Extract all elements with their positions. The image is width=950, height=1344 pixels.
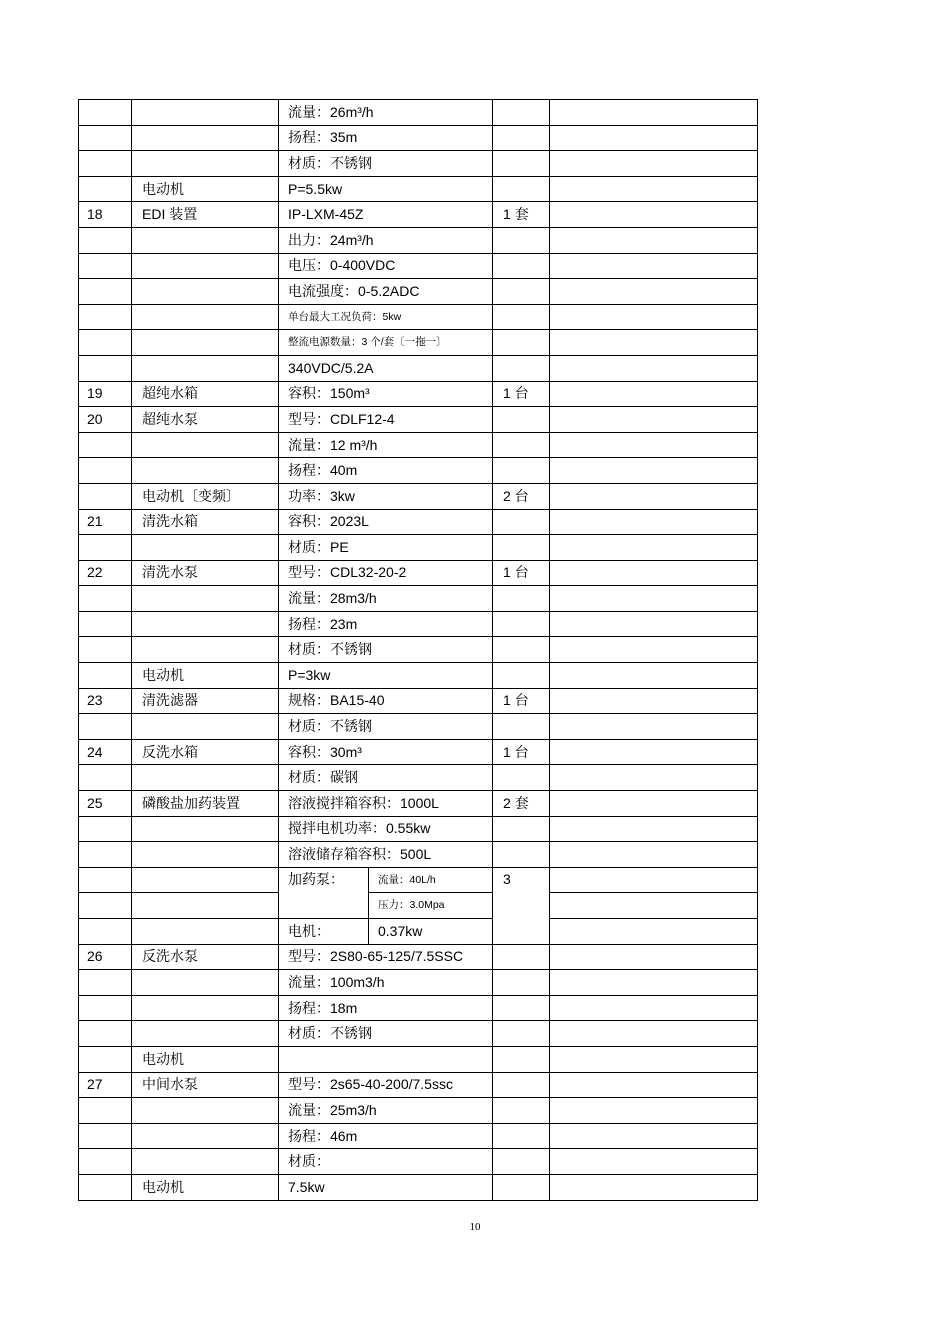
cell-remark xyxy=(550,483,758,509)
cell-remark xyxy=(550,586,758,612)
cell-spec: 电压：0-400VDC xyxy=(279,253,493,279)
cell-qty xyxy=(493,125,550,151)
cell-spec: 整流电源数量：3 个/套〔一拖一〕 xyxy=(279,330,493,356)
cell-remark xyxy=(550,893,758,919)
cell-spec: 流量：26m³/h xyxy=(279,100,493,126)
cell-name: 电动机 xyxy=(132,1174,279,1200)
cell-name: 电动机 xyxy=(132,663,279,689)
cell-remark xyxy=(550,125,758,151)
cell-remark xyxy=(550,560,758,586)
table-body-lower xyxy=(79,944,758,1200)
cell-name: 电动机 xyxy=(132,1046,279,1072)
cell-no xyxy=(79,304,132,330)
cell-remark xyxy=(550,330,758,356)
cell-no: 26 xyxy=(79,944,132,970)
cell-name xyxy=(132,304,279,330)
cell-remark xyxy=(550,637,758,663)
cell-no xyxy=(79,816,132,842)
cell-no xyxy=(79,125,132,151)
cell-name xyxy=(132,1021,279,1047)
table-row xyxy=(79,688,758,714)
cell-name: 超纯水箱 xyxy=(132,381,279,407)
dosing-pump-pressure: 压力：3.0Mpa xyxy=(369,893,493,919)
cell-spec: IP-LXM-45Z xyxy=(279,202,493,228)
table-row xyxy=(79,560,758,586)
cell-qty xyxy=(493,458,550,484)
table-row xyxy=(79,739,758,765)
cell-name xyxy=(132,227,279,253)
cell-spec: 单台最大工况负荷：5kw xyxy=(279,304,493,330)
cell-no: 20 xyxy=(79,407,132,433)
cell-name xyxy=(132,1098,279,1124)
cell-qty xyxy=(493,279,550,305)
cell-qty: 2 套 xyxy=(493,791,550,817)
cell-remark xyxy=(550,381,758,407)
cell-name xyxy=(132,611,279,637)
table-row xyxy=(79,330,758,356)
table-row xyxy=(79,1123,758,1149)
cell-no: 18 xyxy=(79,202,132,228)
cell-spec: 扬程：40m xyxy=(279,458,493,484)
table-row xyxy=(79,995,758,1021)
cell-remark xyxy=(550,458,758,484)
cell-name: 清洗滤器 xyxy=(132,688,279,714)
cell-spec: 材质：不锈钢 xyxy=(279,637,493,663)
cell-qty xyxy=(493,330,550,356)
cell-remark xyxy=(550,304,758,330)
cell-remark xyxy=(550,279,758,305)
cell-remark xyxy=(550,1072,758,1098)
cell-remark xyxy=(550,1123,758,1149)
cell-name xyxy=(132,714,279,740)
cell-remark xyxy=(550,867,758,893)
cell-name xyxy=(132,1149,279,1175)
cell-remark xyxy=(550,151,758,177)
cell-name xyxy=(132,970,279,996)
cell-qty xyxy=(493,176,550,202)
cell-qty xyxy=(493,663,550,689)
cell-no xyxy=(79,100,132,126)
cell-remark xyxy=(550,970,758,996)
dosing-pump-qty: 3 xyxy=(493,867,550,944)
cell-name: 电动机〔变频〕 xyxy=(132,483,279,509)
cell-no xyxy=(79,970,132,996)
cell-remark xyxy=(550,1174,758,1200)
cell-remark xyxy=(550,253,758,279)
cell-no: 24 xyxy=(79,739,132,765)
cell-qty: 2 台 xyxy=(493,483,550,509)
cell-qty xyxy=(493,151,550,177)
cell-spec: P=5.5kw xyxy=(279,176,493,202)
cell-spec: 流量：100m3/h xyxy=(279,970,493,996)
cell-remark xyxy=(550,1021,758,1047)
cell-spec: 扬程：46m xyxy=(279,1123,493,1149)
cell-no: 19 xyxy=(79,381,132,407)
table-row xyxy=(79,535,758,561)
cell-name xyxy=(132,151,279,177)
cell-no xyxy=(79,535,132,561)
table-row xyxy=(79,791,758,817)
cell-spec: 材质：不锈钢 xyxy=(279,714,493,740)
table-row xyxy=(79,1174,758,1200)
table-row xyxy=(79,1149,758,1175)
cell-no xyxy=(79,1046,132,1072)
cell-remark xyxy=(550,995,758,1021)
cell-name: 磷酸盐加药装置 xyxy=(132,791,279,817)
cell-spec: 流量：28m3/h xyxy=(279,586,493,612)
cell-name xyxy=(132,637,279,663)
cell-qty xyxy=(493,1046,550,1072)
cell-name xyxy=(132,330,279,356)
cell-spec: 材质： xyxy=(279,1149,493,1175)
cell-name xyxy=(132,432,279,458)
cell-remark xyxy=(550,688,758,714)
cell-remark xyxy=(550,739,758,765)
cell-qty: 1 台 xyxy=(493,560,550,586)
cell-spec: 流量：25m3/h xyxy=(279,1098,493,1124)
dosing-pump-motor-value: 0.37kw xyxy=(369,919,493,945)
cell-spec: 型号：CDLF12-4 xyxy=(279,407,493,433)
cell-no xyxy=(79,253,132,279)
cell-no xyxy=(79,1098,132,1124)
page-number: 10 xyxy=(469,1221,481,1233)
cell-qty xyxy=(493,355,550,381)
cell-no xyxy=(79,1149,132,1175)
cell-qty xyxy=(493,944,550,970)
table-row xyxy=(79,970,758,996)
table-row xyxy=(79,432,758,458)
table-row xyxy=(79,611,758,637)
cell-no xyxy=(79,458,132,484)
cell-spec: 材质：不锈钢 xyxy=(279,1021,493,1047)
cell-qty xyxy=(493,432,550,458)
cell-name xyxy=(132,355,279,381)
cell-name xyxy=(132,458,279,484)
cell-qty xyxy=(493,1123,550,1149)
cell-spec: 出力：24m³/h xyxy=(279,227,493,253)
table-row xyxy=(79,279,758,305)
table-row xyxy=(79,663,758,689)
cell-spec: 型号：2s65-40-200/7.5ssc xyxy=(279,1072,493,1098)
cell-no: 27 xyxy=(79,1072,132,1098)
cell-spec: 规格：BA15-40 xyxy=(279,688,493,714)
cell-spec: 材质：不锈钢 xyxy=(279,151,493,177)
cell-no: 22 xyxy=(79,560,132,586)
table-row xyxy=(79,304,758,330)
table-row xyxy=(79,1098,758,1124)
cell-remark xyxy=(550,611,758,637)
cell-remark xyxy=(550,509,758,535)
dosing-pump-group xyxy=(79,867,758,944)
cell-no xyxy=(79,483,132,509)
table-body-upper xyxy=(79,100,758,868)
cell-qty xyxy=(493,970,550,996)
cell-qty: 1 台 xyxy=(493,381,550,407)
cell-no xyxy=(79,227,132,253)
cell-name: 反洗水泵 xyxy=(132,944,279,970)
cell-remark xyxy=(550,100,758,126)
table-row xyxy=(79,483,758,509)
cell-spec: 容积：150m³ xyxy=(279,381,493,407)
cell-no xyxy=(79,842,132,868)
cell-name xyxy=(132,100,279,126)
cell-no: 25 xyxy=(79,791,132,817)
cell-qty xyxy=(493,611,550,637)
cell-no xyxy=(79,867,132,893)
cell-spec: 型号：CDL32-20-2 xyxy=(279,560,493,586)
cell-spec: 容积：2023L xyxy=(279,509,493,535)
cell-qty xyxy=(493,586,550,612)
cell-qty: 1 台 xyxy=(493,739,550,765)
table-row xyxy=(79,458,758,484)
cell-spec: 材质：碳钢 xyxy=(279,765,493,791)
table-row xyxy=(79,355,758,381)
table-row xyxy=(79,1072,758,1098)
cell-name xyxy=(132,816,279,842)
table-row xyxy=(79,842,758,868)
cell-remark xyxy=(550,944,758,970)
table-row xyxy=(79,586,758,612)
cell-qty xyxy=(493,509,550,535)
cell-qty xyxy=(493,816,550,842)
cell-no xyxy=(79,586,132,612)
cell-spec: 7.5kw xyxy=(279,1174,493,1200)
cell-qty xyxy=(493,637,550,663)
equipment-spec-table xyxy=(78,99,758,1201)
cell-qty xyxy=(493,842,550,868)
cell-remark xyxy=(550,714,758,740)
table-row xyxy=(79,893,758,919)
cell-spec: 容积：30m³ xyxy=(279,739,493,765)
cell-qty xyxy=(493,1072,550,1098)
cell-remark xyxy=(550,919,758,945)
cell-no xyxy=(79,176,132,202)
cell-no xyxy=(79,330,132,356)
cell-qty xyxy=(493,535,550,561)
cell-name xyxy=(132,893,279,919)
cell-remark xyxy=(550,1046,758,1072)
cell-name: 电动机 xyxy=(132,176,279,202)
table-row xyxy=(79,919,758,945)
dosing-pump-label: 加药泵： xyxy=(279,867,369,918)
cell-spec: 溶液搅拌箱容积：1000L xyxy=(279,791,493,817)
cell-remark xyxy=(550,1149,758,1175)
cell-remark xyxy=(550,407,758,433)
cell-qty xyxy=(493,765,550,791)
cell-spec: 搅拌电机功率：0.55kw xyxy=(279,816,493,842)
table-row xyxy=(79,816,758,842)
cell-remark xyxy=(550,842,758,868)
cell-name: 清洗水箱 xyxy=(132,509,279,535)
table-row xyxy=(79,151,758,177)
cell-qty xyxy=(493,1174,550,1200)
cell-name: 反洗水箱 xyxy=(132,739,279,765)
cell-qty xyxy=(493,995,550,1021)
cell-no xyxy=(79,919,132,945)
cell-qty xyxy=(493,1098,550,1124)
cell-remark xyxy=(550,765,758,791)
table-row xyxy=(79,714,758,740)
cell-remark xyxy=(550,535,758,561)
cell-name xyxy=(132,279,279,305)
table-row xyxy=(79,407,758,433)
cell-no xyxy=(79,1174,132,1200)
table-row xyxy=(79,637,758,663)
cell-spec: 溶液储存箱容积：500L xyxy=(279,842,493,868)
cell-name xyxy=(132,1123,279,1149)
cell-remark xyxy=(550,355,758,381)
cell-name xyxy=(132,919,279,945)
cell-spec: 流量：12 m³/h xyxy=(279,432,493,458)
cell-remark xyxy=(550,791,758,817)
cell-name xyxy=(132,253,279,279)
cell-qty: 1 台 xyxy=(493,688,550,714)
cell-name xyxy=(132,765,279,791)
dosing-pump-motor-label: 电机： xyxy=(279,919,369,945)
cell-qty xyxy=(493,1021,550,1047)
cell-remark xyxy=(550,1098,758,1124)
cell-spec: 扬程：18m xyxy=(279,995,493,1021)
cell-spec: 材质：PE xyxy=(279,535,493,561)
cell-no xyxy=(79,637,132,663)
cell-no xyxy=(79,893,132,919)
cell-name xyxy=(132,842,279,868)
cell-name xyxy=(132,535,279,561)
cell-spec: P=3kw xyxy=(279,663,493,689)
cell-no xyxy=(79,151,132,177)
cell-remark xyxy=(550,202,758,228)
cell-no xyxy=(79,663,132,689)
table-row xyxy=(79,381,758,407)
cell-remark xyxy=(550,816,758,842)
cell-name: EDI 装置 xyxy=(132,202,279,228)
cell-spec: 电流强度：0-5.2ADC xyxy=(279,279,493,305)
dosing-pump-flow: 流量：40L/h xyxy=(369,867,493,893)
cell-spec: 型号：2S80-65-125/7.5SSC xyxy=(279,944,493,970)
cell-no xyxy=(79,1021,132,1047)
table-row xyxy=(79,1021,758,1047)
table-row xyxy=(79,100,758,126)
cell-qty: 1 套 xyxy=(493,202,550,228)
cell-qty xyxy=(493,227,550,253)
table-row xyxy=(79,509,758,535)
cell-no: 21 xyxy=(79,509,132,535)
cell-no xyxy=(79,1123,132,1149)
cell-qty xyxy=(493,407,550,433)
cell-spec: 340VDC/5.2A xyxy=(279,355,493,381)
cell-no: 23 xyxy=(79,688,132,714)
table-row xyxy=(79,176,758,202)
cell-remark xyxy=(550,176,758,202)
cell-name: 超纯水泵 xyxy=(132,407,279,433)
table-row xyxy=(79,253,758,279)
cell-name: 清洗水泵 xyxy=(132,560,279,586)
cell-name xyxy=(132,995,279,1021)
table-row xyxy=(79,202,758,228)
cell-no xyxy=(79,279,132,305)
cell-remark xyxy=(550,227,758,253)
cell-spec: 扬程：35m xyxy=(279,125,493,151)
cell-qty xyxy=(493,253,550,279)
cell-qty xyxy=(493,1149,550,1175)
cell-qty xyxy=(493,100,550,126)
cell-no xyxy=(79,355,132,381)
table-row xyxy=(79,125,758,151)
table-row xyxy=(79,1046,758,1072)
cell-name xyxy=(132,586,279,612)
cell-remark xyxy=(550,432,758,458)
cell-name xyxy=(132,867,279,893)
cell-spec: 扬程：23m xyxy=(279,611,493,637)
cell-qty xyxy=(493,714,550,740)
cell-remark xyxy=(550,663,758,689)
cell-no xyxy=(79,765,132,791)
cell-no xyxy=(79,432,132,458)
cell-spec: 功率：3kw xyxy=(279,483,493,509)
cell-no xyxy=(79,995,132,1021)
table-row xyxy=(79,227,758,253)
table-row xyxy=(79,944,758,970)
cell-spec xyxy=(279,1046,493,1072)
table-row xyxy=(79,765,758,791)
cell-name: 中间水泵 xyxy=(132,1072,279,1098)
cell-no xyxy=(79,611,132,637)
cell-no xyxy=(79,714,132,740)
cell-name xyxy=(132,125,279,151)
cell-qty xyxy=(493,304,550,330)
table-row xyxy=(79,867,758,893)
